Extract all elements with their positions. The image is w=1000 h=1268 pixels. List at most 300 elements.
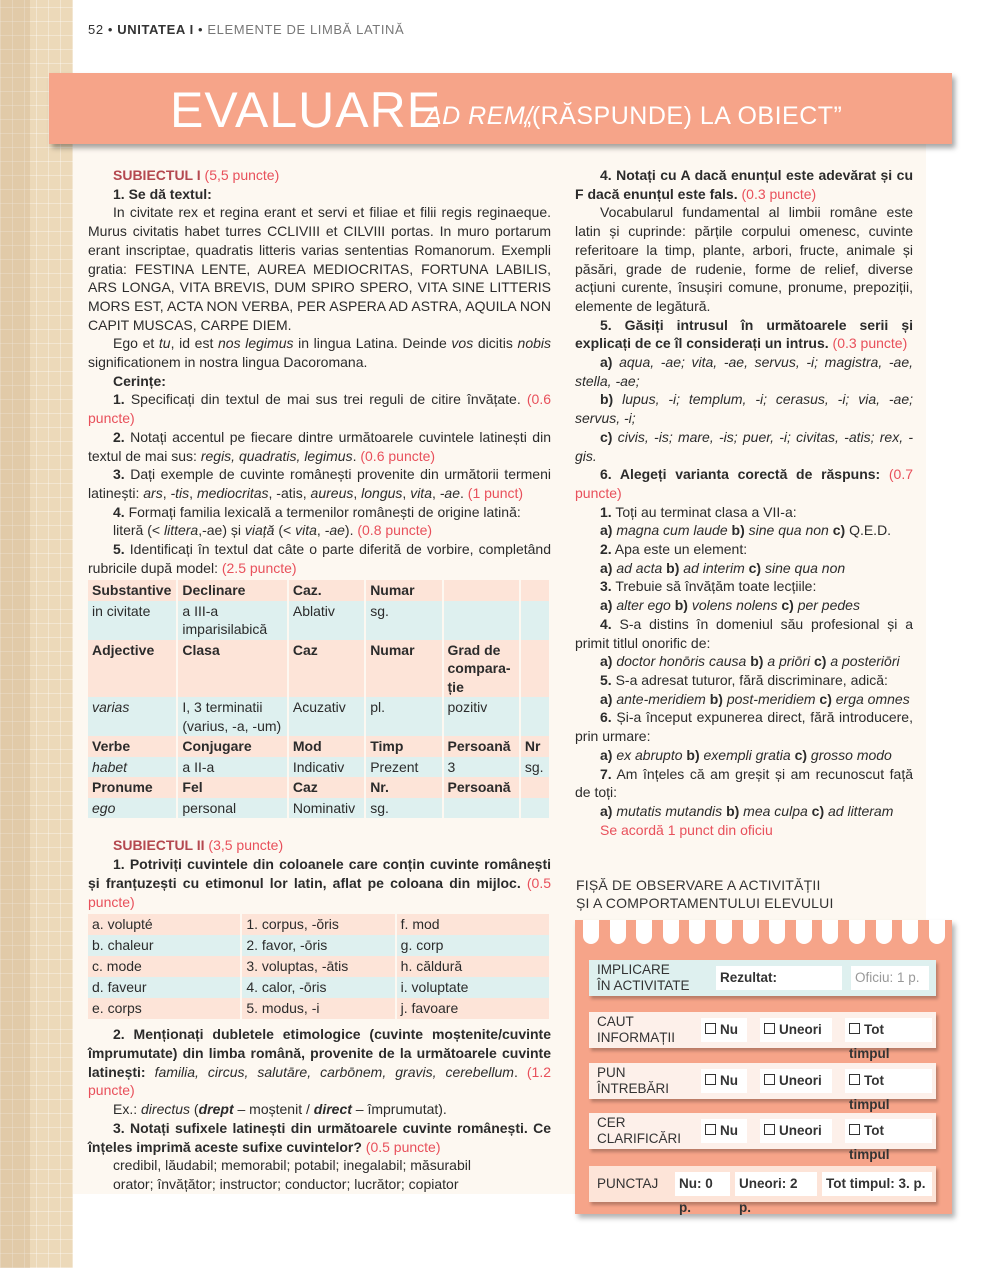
section-points: (3,5 puncte) (208, 837, 284, 854)
q6-question (575, 708, 913, 745)
s2-example (88, 1100, 551, 1119)
option-c[interactable]: per pedes (797, 597, 860, 614)
option-b[interactable]: ad interim (683, 559, 745, 576)
item-text: 6. Alegeți varianta corectă de răspuns: (600, 466, 889, 483)
option-a[interactable]: doctor honōris causa (616, 653, 747, 670)
item-number: 6. (600, 709, 612, 726)
q6-question (575, 503, 913, 522)
option-label: b) (750, 653, 764, 670)
table-cell: Prezent (366, 757, 441, 778)
option-checkbox[interactable] (845, 1018, 932, 1061)
section-heading-1 (88, 166, 551, 185)
item-text: Notați accentul pe fiecare dintre următoarele cuvintele latinești din textul de mai sus: (88, 428, 551, 464)
observation-row (589, 1063, 936, 1112)
suffix-words-1: credibil, lăudabil; memorabil; potabil; inegalabil; măsurabil (113, 1157, 471, 1174)
option-label: b) (709, 690, 723, 707)
item-text: 3. Notați sufixele latinești din următoarele cuvinte românești. Ce înțeles imprimă aceste sufixe cuvintelor? (88, 1119, 551, 1155)
text-run: ( (190, 1101, 199, 1118)
item-text: , (353, 484, 362, 501)
item-number: 7. (600, 765, 612, 782)
item-italic: civis, -is; mare, -is; puer, -i; civitas, -atis; rex, -gis. (575, 428, 913, 464)
title-line: FIȘĂ DE OBSERVARE A ACTIVITĂȚII (576, 877, 821, 893)
item-italic: ars (143, 484, 163, 501)
requirement-4 (88, 503, 551, 522)
item-points: (0.7 puncte) (575, 466, 913, 501)
item-points: (0.3 puncte) (741, 185, 817, 202)
option-checkbox[interactable] (701, 1018, 747, 1042)
section-points: (5,5 puncte) (204, 167, 280, 183)
table-header-row (88, 640, 549, 698)
text-run: nos legimus (218, 335, 294, 352)
q6-options (575, 596, 913, 615)
item-number: 1. (113, 391, 125, 408)
option-label: b) (686, 746, 700, 763)
option-c[interactable]: Q.E.D. (849, 522, 892, 539)
item-italic: viață (244, 522, 275, 539)
label-line: CLARIFICĂRI (597, 1131, 682, 1146)
s2-question-2 (88, 1025, 551, 1100)
item-text: Trebuie să învățăm toate lecțiile: (611, 578, 817, 595)
item-text: 4. Notați cu A dacă enunțul este adevărat și cu F dacă enunțul este fals. (575, 167, 913, 202)
table-cell: Nr. (366, 777, 441, 798)
option-checkbox[interactable] (845, 1069, 932, 1112)
suffix-words-2: orator; învățător; instructor; conductor; lucrător; copiator (113, 1175, 459, 1192)
item-number: 1. (600, 503, 612, 520)
table-cell: a III-a imparisilabică (178, 601, 286, 640)
table-cell (521, 580, 549, 601)
item-points: (0.5 puncte) (365, 1138, 441, 1155)
table-cell: sg. (366, 601, 441, 640)
table-cell (444, 580, 519, 601)
table-cell (521, 798, 549, 819)
item-text: Identificați în textul dat câte o parte diferită de vorbire, completând rubricile după model: (88, 541, 551, 576)
label-line: CAUT (597, 1014, 634, 1029)
option-label: c) (794, 746, 808, 763)
page-number: 52 (88, 22, 104, 37)
item-points: (1 punct) (467, 484, 524, 501)
item-text: Formați familia lexicală a termenilor românești de origine latină: (124, 503, 521, 520)
question-1-label: 1. Se dă textul: (113, 185, 212, 202)
table-cell: j. favoare (397, 998, 549, 1019)
separator: • (198, 22, 204, 37)
q6-options (575, 652, 913, 671)
item-italic: lupus, -i; templum, -i; cerasus, -i; via, -ae; servus, -i; (575, 391, 913, 427)
text-run: – împrumutat). (351, 1101, 447, 1118)
table-row (88, 956, 549, 977)
option-label: c) (748, 559, 762, 576)
q6-options (575, 802, 913, 821)
table-row (88, 798, 549, 819)
notebook-holes (575, 920, 952, 946)
option-b[interactable]: exempli gratia (703, 746, 791, 763)
item-points: (2.5 puncte) (221, 559, 297, 576)
observation-sheet-title (576, 876, 834, 912)
option-label: a) (600, 746, 613, 763)
score-nu: Nu: 0 p. (675, 1172, 730, 1196)
option-b[interactable]: mea culpa (743, 802, 808, 819)
table-cell: Pronume (88, 777, 176, 798)
item-number: 3. (113, 466, 125, 483)
text-run: direct (313, 1101, 352, 1118)
item-text: , (431, 484, 440, 501)
option-a[interactable]: ante-meridiem (616, 690, 706, 707)
table-cell: pl. (366, 697, 441, 736)
table-cell (521, 640, 549, 698)
label-line: PUN (597, 1065, 626, 1080)
table-cell (521, 777, 549, 798)
requirement-2 (88, 428, 551, 465)
checkbox-icon[interactable] (705, 1074, 716, 1085)
option-label: Nu (720, 1022, 738, 1037)
hole-icon (663, 920, 679, 944)
item-points: (0.6 puncte) (360, 447, 436, 464)
option-b[interactable]: a priōri (767, 653, 811, 670)
hole-icon (769, 920, 785, 944)
table-cell: Verbe (88, 736, 176, 757)
table-cell: Declinare (178, 580, 286, 601)
option-label: Nu (720, 1123, 738, 1138)
table-cell: i. voluptate (397, 977, 549, 998)
option-c[interactable]: grosso modo (810, 746, 892, 763)
table-row (88, 601, 549, 640)
item-text: Și-a început expunerea direct, fără introducere, prin urmare: (575, 709, 913, 745)
item-italic: -ae (439, 484, 460, 501)
row-label (597, 1115, 681, 1147)
table-cell (444, 798, 519, 819)
parts-of-speech-table (86, 580, 551, 818)
text-run: – moștenit / (233, 1101, 314, 1118)
observation-card (575, 920, 952, 1214)
option-label: a) (600, 597, 613, 614)
q5-series-c (575, 428, 913, 465)
item-number: 5. (113, 541, 125, 558)
right-column (575, 166, 913, 839)
option-checkbox[interactable] (845, 1119, 932, 1162)
table-cell: 1. corpus, -ŏris (242, 914, 394, 935)
item-text: , (189, 484, 197, 501)
latin-text-2 (88, 334, 551, 371)
latin-text: In civitate rex et regina erant et servi et filiae et filii regis reginaeque. Murus civitatis habet turres CCLIVIII et CILVIII portas. In muro portarum erant inscriptae, quadratis litteris varias sententias Romanorum. Exempli gratia: FESTINA LENTE, AUREA MEDIOCRITAS, FORTUNA LABILIS, ARS LONGA, VITA BREVIS, DUM SPIRO SPERO, VITA SINE LITTERIS MORS EST, ACTA NON VERBA, PER ASPERA AD ASTRA, AQUILA NON CAPIT MUSCAS, CARPE DIEM. (88, 204, 551, 333)
option-a[interactable]: magna cum laude (616, 522, 728, 539)
q6-question (575, 577, 913, 596)
table-cell: habet (88, 757, 176, 778)
checkbox-icon[interactable] (764, 1023, 775, 1034)
matching-table (86, 914, 551, 1019)
option-checkbox[interactable] (701, 1069, 747, 1093)
row-label: PUNCTAJ (597, 1176, 659, 1191)
label-line: IMPLICARE (597, 962, 670, 977)
text-run: , id est (170, 335, 219, 352)
row-label (597, 1065, 669, 1097)
separator: • (107, 22, 114, 37)
text-run: vos (451, 335, 474, 352)
row-label (597, 962, 690, 994)
option-label: a) (600, 653, 613, 670)
table-cell: Persoană (444, 736, 519, 757)
item-text: , (402, 484, 411, 501)
q6-question (575, 671, 913, 690)
hole-icon (849, 920, 865, 944)
table-cell: sg. (366, 798, 441, 819)
row-punctaj (589, 1166, 936, 1215)
option-b[interactable]: post-meridiem (726, 690, 816, 707)
option-label: b) (666, 559, 680, 576)
label-line: INFORMAȚII (597, 1030, 675, 1045)
item-number: 4. (600, 615, 612, 632)
text-run: tu (158, 335, 171, 352)
item-italic: vita (410, 484, 432, 501)
hole-icon (583, 920, 599, 944)
requirement-1 (88, 390, 551, 427)
item-italic: aqua, -ae; vita, -ae, servus, -i; magistra, -ae, stella, -ae; (575, 354, 913, 389)
option-c[interactable]: a posteriōri (830, 653, 900, 670)
option-a[interactable]: ad acta (616, 559, 663, 576)
table-cell: Numar (366, 580, 441, 601)
q6-options (575, 690, 913, 709)
item-text: 2. Menționați dubletele etimologice (cuvinte moștenite/cuvinte împrumutate) din limba română, provenite de la următoarele cuvinte latinești: (88, 1026, 551, 1080)
question-4 (575, 166, 913, 203)
title-banner (49, 73, 952, 144)
q5-series-b (575, 390, 913, 427)
hole-icon (689, 920, 705, 944)
item-text: Am înțeles că am greșit și am recunoscut față de toți: (575, 765, 913, 801)
text-run: significationem in nostra lingua Dacoromana. (88, 354, 368, 371)
table-cell: 3. voluptas, -ātis (242, 956, 394, 977)
option-label: b) (726, 802, 740, 819)
table-cell: Nr (521, 736, 549, 757)
table-cell (444, 601, 519, 640)
item-italic: vita (295, 522, 317, 539)
table-header-row (88, 736, 549, 757)
option-checkbox[interactable] (760, 1119, 832, 1143)
item-text: 1. Potriviți cuvintele din coloanele care conțin cuvinte românești și franțuzești cu etimonul lor latin, aflat pe coloana din mijloc. (88, 856, 551, 891)
question-5 (575, 316, 913, 353)
table-cell: d. faveur (88, 977, 240, 998)
title-romanian: „(RĂSPUNDE) LA OBIECT” (523, 102, 843, 130)
table-cell: personal (178, 798, 286, 819)
q6-question (575, 765, 913, 802)
item-text: Apa este un element: (611, 541, 748, 558)
item-points: (0.5 puncte) (88, 874, 551, 910)
text-run: Ego et (113, 335, 159, 352)
table-cell (521, 601, 549, 640)
option-checkbox[interactable] (760, 1018, 832, 1042)
item-text: . (460, 484, 468, 501)
table-cell: 3 (444, 757, 519, 778)
table-cell: f. mod (397, 914, 549, 935)
option-c[interactable]: sine qua non (764, 559, 846, 576)
table-cell: Mod (289, 736, 364, 757)
option-label: Uneori (779, 1022, 822, 1037)
option-checkbox[interactable] (760, 1069, 832, 1093)
section-heading-2 (88, 836, 551, 855)
option-label: Uneori (779, 1073, 822, 1088)
item-label: c) (600, 428, 613, 445)
question-6 (575, 465, 913, 502)
item-text: Specificați din textul de mai sus trei reguli de citire învățate. (124, 391, 527, 408)
result-field[interactable]: Rezultat: (716, 966, 842, 990)
q6-question (575, 615, 913, 652)
q5-series-a (575, 353, 913, 390)
table-cell: Indicativ (289, 757, 364, 778)
table-cell: 2. favor, -ōris (242, 935, 394, 956)
text-run: nobis (517, 335, 552, 352)
observation-row (589, 1012, 936, 1061)
table-cell: Clasa (178, 640, 286, 698)
q6-question (575, 540, 913, 559)
checkbox-icon[interactable] (849, 1023, 860, 1034)
oficiu-note: Se acordă 1 punct din oficiu (600, 821, 773, 838)
item-italic: littera (163, 522, 199, 539)
table-cell: Substantive (88, 580, 176, 601)
table-cell: pozitiv (444, 697, 519, 736)
checkbox-icon[interactable] (705, 1023, 716, 1034)
table-row (88, 998, 549, 1019)
item-text: . (352, 447, 361, 464)
item-italic: -ae (324, 522, 345, 539)
table-cell: Fel (178, 777, 286, 798)
table-row (88, 697, 549, 736)
item-text: Dați exemple de cuvinte românești provenite din următorii termeni latinești: (88, 466, 551, 501)
section-title: SUBIECTUL II (113, 837, 205, 854)
hole-icon (743, 920, 759, 944)
q6-options (575, 521, 913, 540)
question-4-statement: Vocabularul fundamental al limbii române este latin și cuprinde: părțile corpului omenesc, cuvinte referitoare la timp, plante, arbori, fructe, animale și păsări, grade de rudenie, forme de relief, diverse acțiuni curente, însușiri comune, pronume, prepoziții, elemente de legătură. (575, 204, 913, 314)
option-label: Tot timpul (849, 1123, 890, 1162)
row-implicare (589, 960, 936, 996)
option-label: Tot timpul (849, 1022, 890, 1061)
option-label: Uneori (779, 1123, 822, 1138)
option-a[interactable]: ex abrupto (616, 746, 683, 763)
table-cell: Caz. (289, 580, 364, 601)
item-points: (1.2 puncte) (88, 1063, 551, 1099)
table-cell: a II-a (178, 757, 286, 778)
score-uneori: Uneori: 2 p. (735, 1172, 817, 1196)
item-number: 5. (600, 671, 612, 688)
table-cell: Conjugare (178, 736, 286, 757)
table-cell: 5. modus, -i (242, 998, 394, 1019)
text-run: drept (198, 1101, 234, 1118)
hole-icon (610, 920, 626, 944)
item-text: S-a adresat tuturor, fără discriminare, adică: (611, 671, 888, 688)
option-label: c) (832, 522, 846, 539)
item-text: , -atis, (268, 484, 311, 501)
item-italic: regis, quadratis, legimus (200, 447, 353, 464)
table-cell: varias (88, 697, 176, 736)
hole-icon (902, 920, 918, 944)
label-line: CER (597, 1115, 626, 1130)
table-row (88, 914, 549, 935)
option-label: Nu (720, 1073, 738, 1088)
label-line: ÎN ACTIVITATE (597, 978, 690, 993)
checkbox-icon[interactable] (764, 1124, 775, 1135)
mosaic-border-decoration (0, 0, 73, 1268)
item-points: (0.3 puncte) (832, 335, 908, 352)
item-italic: mediocritas (196, 484, 269, 501)
table-cell: Persoană (444, 777, 519, 798)
table-cell: Caz (289, 640, 364, 698)
table-cell: Acuzativ (289, 697, 364, 736)
item-text: literă (< (113, 522, 164, 539)
option-b[interactable]: volens nolens (691, 597, 778, 614)
item-text: 5. Găsiți intrusul în următoarele serii și explicați de ce îl considerați un intrus. (575, 316, 913, 352)
option-checkbox[interactable] (701, 1119, 747, 1143)
checkbox-icon[interactable] (705, 1124, 716, 1135)
item-number: 2. (600, 541, 612, 558)
option-label: c) (819, 690, 832, 707)
table-cell: in civitate (88, 601, 176, 640)
table-cell: g. corp (397, 935, 549, 956)
item-number: 2. (113, 428, 125, 445)
hole-icon (796, 920, 812, 944)
item-text: S-a distins în domeniul său profesional și a primit titlul onorific de: (575, 615, 913, 651)
text-run: Ex.: (113, 1101, 142, 1118)
item-points: (0.8 puncte) (357, 522, 433, 539)
option-a[interactable]: mutatis mutandis (616, 802, 723, 819)
q6-list (575, 503, 913, 821)
option-c[interactable]: erga omnes (835, 690, 910, 707)
table-cell: Timp (366, 736, 441, 757)
label-line: ÎNTREBĂRI (597, 1081, 670, 1096)
hole-icon (929, 920, 945, 944)
title-latin: AD REM/ (425, 102, 533, 130)
title-line: ȘI A COMPORTAMENTULUI ELEVULUI (576, 895, 834, 911)
option-b[interactable]: sine qua non (748, 522, 829, 539)
chapter-label: ELEMENTE DE LIMBĂ LATINĂ (207, 22, 405, 37)
left-column (88, 166, 551, 1194)
hole-icon (636, 920, 652, 944)
option-label: c) (781, 597, 794, 614)
unit-label: UNITATEA I (117, 22, 194, 37)
section-title: SUBIECTUL I (113, 167, 201, 183)
table-cell: h. căldură (397, 956, 549, 977)
option-label: a) (600, 559, 613, 576)
option-label: b) (674, 597, 688, 614)
row-label (597, 1014, 675, 1046)
requirements-label: Cerințe: (113, 372, 166, 389)
text-run: in lingua Latina. Deinde (293, 335, 452, 352)
text-run: dicitis (473, 335, 518, 352)
table-cell: Nominativ (289, 798, 364, 819)
option-c[interactable]: ad litteram (828, 802, 894, 819)
requirement-3 (88, 465, 551, 502)
text-run: directus (141, 1101, 191, 1118)
table-cell: a. volupté (88, 914, 240, 935)
requirement-5 (88, 540, 551, 577)
item-text: , (316, 522, 325, 539)
q6-options (575, 559, 913, 578)
checkbox-icon[interactable] (849, 1074, 860, 1085)
item-italic: familia, circus, salutāre, carbōnem, gravis, cerebellum (154, 1063, 514, 1080)
page-title: EVALUARE (170, 82, 442, 138)
hole-icon (876, 920, 892, 944)
checkbox-icon[interactable] (849, 1124, 860, 1135)
option-label: Tot timpul (849, 1073, 890, 1112)
hole-icon (716, 920, 732, 944)
table-cell: ego (88, 798, 176, 819)
oficiu-field: Oficiu: 1 p. (851, 966, 929, 990)
item-text: ). (344, 522, 358, 539)
item-text: Toți au terminat clasa a VII-a: (611, 503, 797, 520)
item-text: , (162, 484, 171, 501)
item-text: ,-ae) și (198, 522, 245, 539)
table-cell: I, 3 terminatii (varius, -a, -um) (178, 697, 286, 736)
checkbox-icon[interactable] (764, 1074, 775, 1085)
table-row (88, 935, 549, 956)
option-a[interactable]: alter ego (616, 597, 671, 614)
table-cell: e. corps (88, 998, 240, 1019)
option-label: a) (600, 690, 613, 707)
